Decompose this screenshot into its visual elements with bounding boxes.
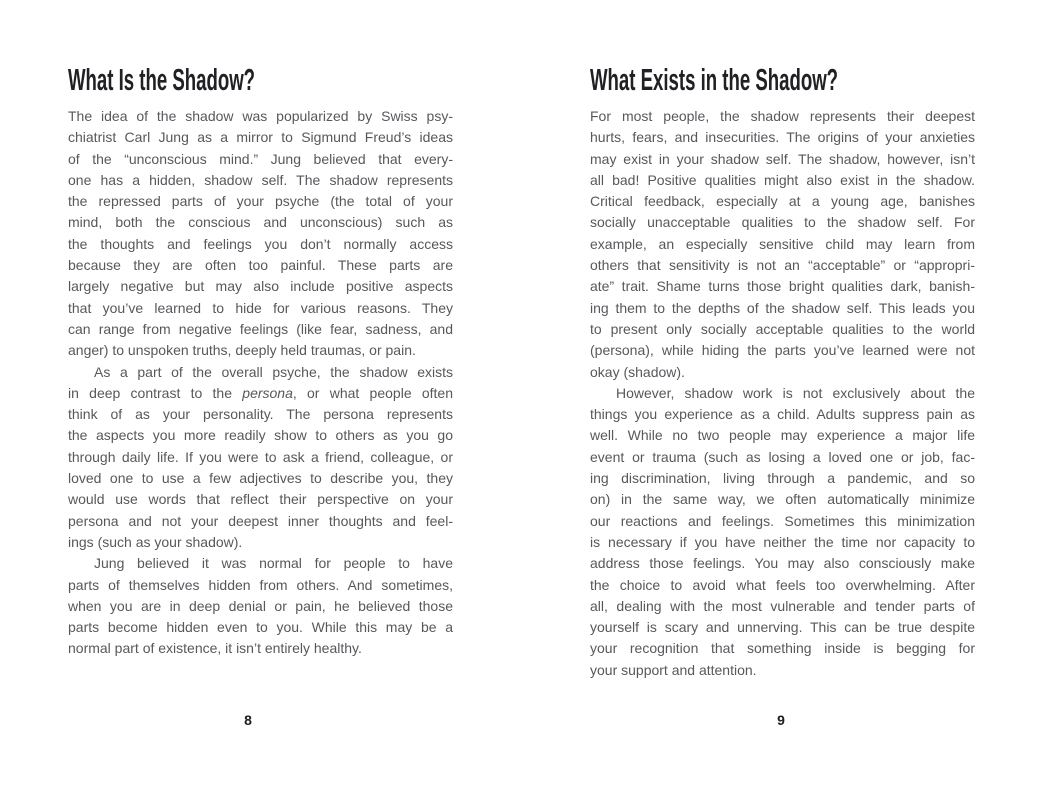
text-line: mind, both the conscious and unconscious) such as: [68, 214, 453, 231]
text-line: that you’ve learned to hide for various reasons. They: [68, 299, 453, 316]
text-line: hurts, fears, and insecurities. The origins of your anxieties: [590, 129, 975, 146]
text-line: one has a hidden, shadow self. The shadow represents: [68, 171, 453, 188]
paragraph: [68, 553, 453, 659]
text-line: Jung believed it was normal for people to have: [94, 555, 453, 572]
text-line: things you experience as a child. Adults suppress pain as: [590, 406, 975, 423]
page-title-right-text: What Exists in the Shadow?: [590, 62, 839, 97]
text-line: can range from negative feelings (like fear, sadness, and: [68, 320, 453, 337]
text-line: example, an especially sensitive child may learn from: [590, 235, 975, 252]
text-line: For most people, the shadow represents their deepest: [590, 108, 975, 124]
text-line: others that sensitivity is not an “acceptable” or “appropri-: [590, 257, 975, 274]
text-line: largely negative but may also include positive aspects: [68, 278, 453, 295]
text-line: ing them to the depths of the shadow self. This leads you: [590, 299, 975, 316]
text-line: would use words that reflect their perspective on your: [68, 491, 453, 508]
left-page: [68, 64, 453, 660]
text-line: address those feelings. You may also consciously make: [590, 555, 975, 572]
text-line: all bad! Positive qualities might also exist in the shadow.: [590, 171, 975, 188]
text-line: chiatrist Carl Jung as a mirror to Sigmund Freud’s ideas: [68, 129, 453, 146]
text-line: to present only socially acceptable qualities to the world: [590, 320, 975, 337]
text-line: because they are often too painful. These parts are: [68, 257, 453, 274]
page-number-right: 9: [777, 712, 785, 728]
text-line: However, shadow work is not exclusively about the: [616, 384, 975, 401]
text-line: your support and attention.: [590, 661, 757, 678]
right-page: [590, 64, 975, 681]
text-line: when you are in deep denial or pain, he believed those: [68, 597, 453, 614]
paragraph: [590, 106, 975, 383]
text-line: event or trauma (such as losing a loved one or job, fac-: [590, 448, 975, 465]
text-line: of the “unconscious mind.” Jung believed that every-: [68, 150, 453, 167]
text-line: in deep contrast to the persona, or what people often: [68, 384, 453, 401]
text-line: normal part of existence, it isn’t entirely healthy.: [68, 640, 362, 657]
text-line: may exist in your shadow self. The shadow, however, isn’t: [590, 150, 975, 167]
text-line: all, dealing with the most vulnerable and tender parts of: [590, 597, 975, 614]
text-line: the aspects you more readily show to others as you go: [68, 427, 453, 444]
text-line: ate” trait. Shame turns those bright qualities dark, banish-: [590, 278, 975, 295]
text-line: parts of themselves hidden from others. And sometimes,: [68, 576, 453, 593]
text-line: anger) to unspoken truths, deeply held traumas, or pain.: [68, 342, 416, 359]
text-line: the choice to avoid what feels too overwhelming. After: [590, 576, 975, 593]
text-line: ings (such as your shadow).: [68, 533, 243, 550]
text-line: okay (shadow).: [590, 363, 685, 380]
text-line: the thoughts and feelings you don’t normally access: [68, 235, 453, 252]
text-line: As a part of the overall psyche, the shadow exists: [94, 363, 453, 380]
text-line: the repressed parts of your psyche (the total of your: [68, 193, 453, 210]
text-line: our reactions and feelings. Sometimes this minimization: [590, 512, 975, 529]
text-line: persona and not your deepest inner thoughts and feel-: [68, 512, 453, 529]
paragraph: [590, 383, 975, 681]
text-line: well. While no two people may experience a major life: [590, 427, 975, 444]
text-line: on) in the same way, we often automatically minimize: [590, 491, 975, 508]
text-line: parts become hidden even to you. While this may be a: [68, 619, 453, 636]
body-text-left: [68, 106, 453, 660]
text-line: (persona), while hiding the parts you’ve learned were not: [590, 342, 975, 359]
text-line: yourself is scary and unnerving. This can be true despite: [590, 619, 975, 636]
text-line: socially unacceptable qualities to the shadow self. For: [590, 214, 975, 231]
text-line: ing discrimination, living through a pandemic, and so: [590, 470, 975, 487]
text-line: The idea of the shadow was popularized by Swiss psy-: [68, 108, 453, 124]
body-text-right: [590, 106, 975, 681]
text-line: think of as your personality. The persona represents: [68, 406, 453, 423]
paragraph: [68, 362, 453, 554]
page-number-left: 8: [244, 712, 252, 728]
text-line: loved one to use a few adjectives to describe you, they: [68, 470, 453, 487]
page-title-left-text: What Is the Shadow?: [68, 62, 256, 97]
page-title-left: [68, 64, 453, 95]
text-line: Critical feedback, especially at a young age, banishes: [590, 193, 975, 210]
paragraph: [68, 106, 453, 362]
text-line: through daily life. If you were to ask a friend, colleague, or: [68, 448, 453, 465]
text-line: is necessary if you have neither the time nor capacity to: [590, 533, 975, 550]
page-title-right: [590, 64, 975, 95]
text-line: your recognition that something inside is begging for: [590, 640, 975, 657]
